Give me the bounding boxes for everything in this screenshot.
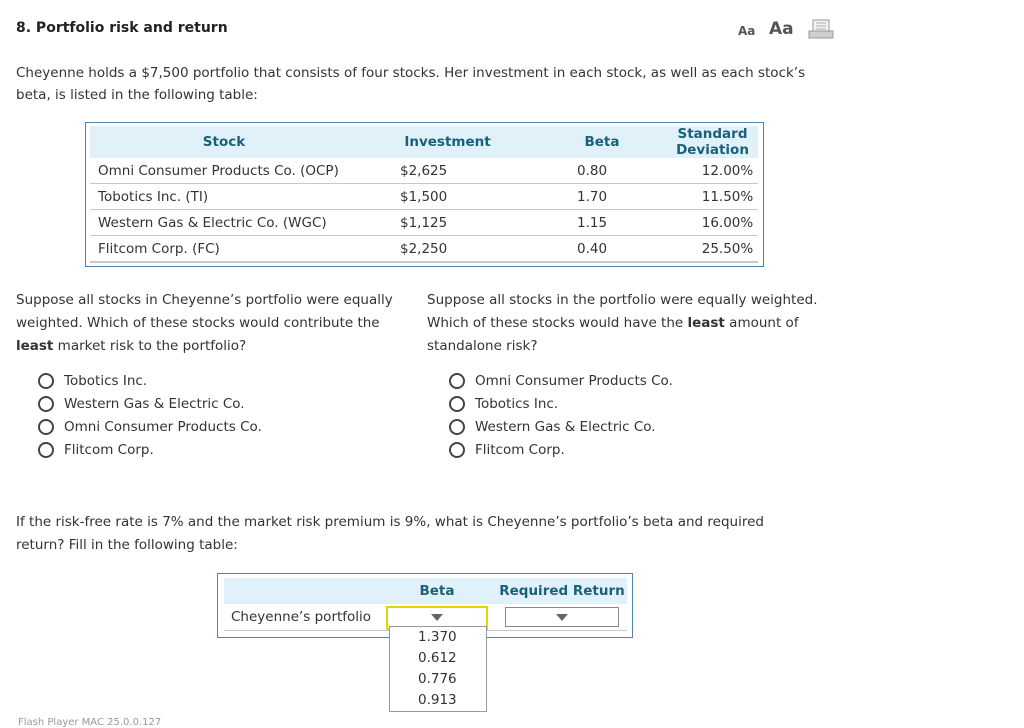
radio-option[interactable]: Tobotics Inc. (38, 369, 262, 392)
cell-beta: 0.40 (537, 236, 667, 263)
col-header-investment: Investment (358, 126, 537, 158)
dropdown-option[interactable]: 0.913 (418, 692, 457, 708)
radio-option[interactable]: Flitcom Corp. (449, 438, 673, 461)
radio-button[interactable] (449, 419, 465, 435)
result-row-label: Cheyenne’s portfolio (231, 609, 372, 625)
intro-text: Cheyenne holds a $7,500 portfolio that consists of four stocks. Her investment in each stock, as well as each stock’s beta, is listed in the following table: (16, 65, 806, 103)
cell-std-dev: 11.50% (667, 184, 758, 210)
radio-option[interactable]: Omni Consumer Products Co. (38, 415, 262, 438)
radio-button[interactable] (38, 442, 54, 458)
radio-option[interactable]: Western Gas & Electric Co. (38, 392, 262, 415)
beta-dropdown-list (389, 626, 487, 712)
font-size-small-button[interactable]: Aa (738, 24, 756, 38)
question-2-text: Suppose all stocks in the portfolio were equally weighted. Which of these stocks would have the least amount of standalone risk? (427, 292, 818, 354)
footer-version: Flash Player MAC 25.0.0.127 (18, 717, 162, 728)
question-1-text: Suppose all stocks in Cheyenne’s portfolio were equally weighted. Which of these stocks would contribute the least market risk to the portfolio? (16, 292, 393, 354)
cell-std-dev: 12.00% (667, 158, 758, 184)
stock-table (90, 126, 758, 263)
cell-std-dev: 25.50% (667, 236, 758, 263)
radio-button[interactable] (38, 396, 54, 412)
radio-button[interactable] (38, 373, 54, 389)
radio-option[interactable]: Tobotics Inc. (449, 392, 673, 415)
cell-investment: $2,250 (358, 236, 537, 263)
font-size-large-button[interactable]: Aa (769, 19, 794, 39)
question-3-text: If the risk-free rate is 7% and the market risk premium is 9%, what is Cheyenne’s portfolio’s beta and required return? Fill in the following table: (16, 514, 764, 553)
cell-stock: Omni Consumer Products Co. (OCP) (90, 158, 358, 184)
col-header-stock: Stock (90, 126, 358, 158)
result-col-header-beta: Beta (419, 583, 455, 599)
cell-investment: $1,125 (358, 210, 537, 236)
table-row (90, 210, 758, 236)
cell-investment: $2,625 (358, 158, 537, 184)
cell-stock: Flitcom Corp. (FC) (90, 236, 358, 263)
radio-option[interactable]: Flitcom Corp. (38, 438, 262, 461)
dropdown-option[interactable]: 0.776 (418, 671, 457, 687)
printer-icon[interactable] (808, 19, 834, 39)
cell-beta: 1.70 (537, 184, 667, 210)
col-header-std-dev: Standard Deviation (667, 126, 758, 158)
cell-stock: Tobotics Inc. (TI) (90, 184, 358, 210)
radio-button[interactable] (449, 373, 465, 389)
table-row (90, 158, 758, 184)
cell-stock: Western Gas & Electric Co. (WGC) (90, 210, 358, 236)
dropdown-option[interactable]: 1.370 (418, 629, 457, 645)
dropdown-option[interactable]: 0.612 (418, 650, 457, 666)
question-title: 8. Portfolio risk and return (16, 20, 228, 36)
radio-option[interactable]: Western Gas & Electric Co. (449, 415, 673, 438)
question-1-options (38, 369, 262, 461)
radio-button[interactable] (38, 419, 54, 435)
radio-button[interactable] (449, 442, 465, 458)
cell-beta: 1.15 (537, 210, 667, 236)
radio-button[interactable] (449, 396, 465, 412)
cell-investment: $1,500 (358, 184, 537, 210)
cell-std-dev: 16.00% (667, 210, 758, 236)
col-header-beta: Beta (537, 126, 667, 158)
required-return-dropdown[interactable] (505, 607, 619, 627)
result-col-header-required-return: Required Return (499, 583, 625, 599)
table-row (90, 184, 758, 210)
caret-down-icon[interactable] (431, 614, 443, 621)
cell-beta: 0.80 (537, 158, 667, 184)
table-row (90, 236, 758, 263)
question-2-options (449, 369, 673, 461)
caret-down-icon[interactable] (556, 614, 568, 621)
radio-option[interactable]: Omni Consumer Products Co. (449, 369, 673, 392)
